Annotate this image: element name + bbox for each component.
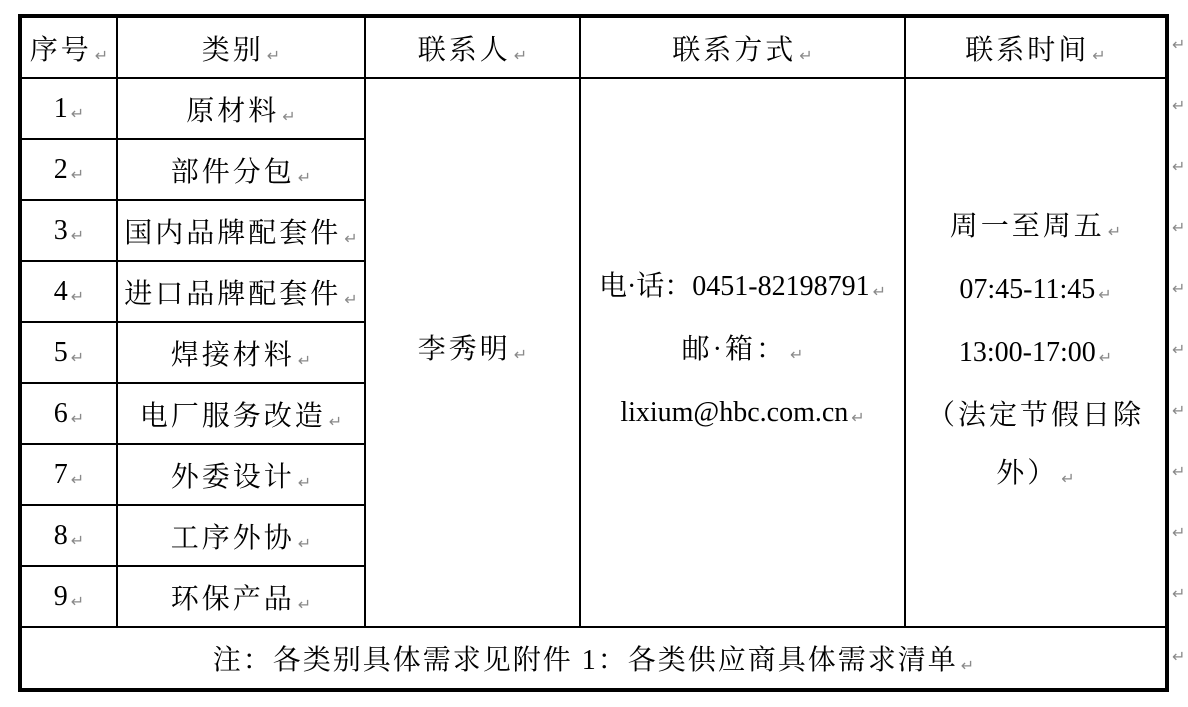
category-label: 部件分包 bbox=[170, 156, 295, 188]
paragraph-mark-icon: ↵ bbox=[70, 286, 85, 306]
paragraph-mark-icon: ↵ bbox=[282, 106, 296, 126]
paragraph-mark-icon: ↵ bbox=[70, 164, 85, 184]
serial-number: 3 bbox=[53, 214, 68, 246]
header-contact-time bbox=[905, 16, 1167, 78]
note-text: 注：各类别具体需求见附件 1：各类供应商具体需求清单 bbox=[212, 645, 958, 676]
row-end-mark-icon: ↵ bbox=[1172, 523, 1186, 542]
contact-method-cell bbox=[580, 78, 905, 627]
paragraph-mark-icon: ↵ bbox=[70, 591, 85, 611]
paragraph-mark-icon: ↵ bbox=[297, 350, 312, 370]
paragraph-mark-icon: ↵ bbox=[70, 469, 85, 489]
paragraph-mark-icon: ↵ bbox=[789, 345, 804, 364]
serial-number: 9 bbox=[53, 580, 68, 612]
supplier-contact-table bbox=[18, 14, 1169, 692]
row-end-marks-column bbox=[1172, 0, 1188, 707]
serial-number-cell bbox=[20, 78, 117, 139]
afternoon-hours-line bbox=[906, 324, 1165, 387]
category-label: 环保产品 bbox=[170, 583, 295, 615]
holiday-note-line-2 bbox=[906, 445, 1165, 508]
row-end-mark-icon: ↵ bbox=[1172, 401, 1186, 420]
row-end-mark-icon: ↵ bbox=[1172, 279, 1186, 298]
holiday-note-text-1: （法定节假日除 bbox=[926, 399, 1144, 431]
category-cell bbox=[117, 78, 365, 139]
paragraph-mark-icon: ↵ bbox=[70, 347, 85, 367]
category-label: 原材料 bbox=[186, 95, 280, 127]
row-end-mark-icon: ↵ bbox=[1172, 462, 1186, 481]
note-row bbox=[20, 627, 1167, 690]
paragraph-mark-icon: ↵ bbox=[1098, 347, 1113, 367]
serial-number: 5 bbox=[53, 336, 68, 368]
serial-number-cell bbox=[20, 444, 117, 505]
serial-number: 2 bbox=[53, 153, 68, 185]
email-label-text: 邮·箱： bbox=[681, 334, 787, 365]
serial-number: 6 bbox=[53, 397, 68, 429]
email-label-line bbox=[581, 321, 904, 384]
header-contact-method bbox=[580, 16, 905, 78]
paragraph-mark-icon: ↵ bbox=[70, 103, 85, 123]
serial-number-cell bbox=[20, 261, 117, 322]
category-label: 工序外协 bbox=[170, 522, 295, 554]
phone-line bbox=[581, 258, 904, 321]
category-cell bbox=[117, 444, 365, 505]
paragraph-mark-icon: ↵ bbox=[297, 594, 312, 614]
serial-number-cell bbox=[20, 139, 117, 200]
email-address-line bbox=[581, 384, 904, 447]
contact-time-cell bbox=[905, 78, 1167, 627]
phone-text: 电·话：0451-82198791 bbox=[598, 271, 870, 302]
serial-number-cell bbox=[20, 322, 117, 383]
category-cell bbox=[117, 383, 365, 444]
note-cell bbox=[20, 627, 1167, 690]
header-category bbox=[117, 16, 365, 78]
paragraph-mark-icon: ↵ bbox=[344, 228, 358, 248]
paragraph-mark-icon: ↵ bbox=[1107, 221, 1122, 241]
row-end-mark-icon: ↵ bbox=[1172, 647, 1186, 666]
holiday-note-text-2: 外） bbox=[996, 457, 1059, 489]
header-contact-person bbox=[365, 16, 580, 78]
paragraph-mark-icon: ↵ bbox=[799, 45, 813, 65]
category-cell bbox=[117, 200, 365, 261]
weekdays-line bbox=[906, 198, 1165, 261]
afternoon-hours: 13:00-17:00 bbox=[958, 336, 1096, 368]
category-cell bbox=[117, 139, 365, 200]
serial-number-cell bbox=[20, 566, 117, 627]
serial-number-cell bbox=[20, 383, 117, 444]
email-address: lixium@hbc.com.cn bbox=[620, 397, 849, 428]
serial-number: 1 bbox=[53, 92, 68, 124]
header-label: 联系时间 bbox=[965, 34, 1090, 66]
contact-person-name: 李秀明 bbox=[417, 334, 511, 365]
paragraph-mark-icon: ↵ bbox=[1061, 468, 1075, 488]
morning-hours-line bbox=[906, 261, 1165, 324]
header-serial-number bbox=[20, 16, 117, 78]
serial-number-cell bbox=[20, 200, 117, 261]
header-label: 序号 bbox=[29, 34, 92, 66]
paragraph-mark-icon: ↵ bbox=[70, 408, 85, 428]
serial-number: 7 bbox=[53, 458, 68, 490]
paragraph-mark-icon: ↵ bbox=[513, 45, 528, 65]
category-label: 国内品牌配套件 bbox=[124, 217, 342, 249]
paragraph-mark-icon: ↵ bbox=[297, 533, 312, 553]
category-label: 外委设计 bbox=[170, 461, 295, 493]
header-label: 类别 bbox=[201, 34, 264, 66]
paragraph-mark-icon: ↵ bbox=[266, 45, 281, 65]
category-label: 焊接材料 bbox=[170, 339, 295, 371]
header-label: 联系人 bbox=[417, 34, 511, 66]
contact-person-cell bbox=[365, 78, 580, 627]
category-cell bbox=[117, 505, 365, 566]
paragraph-mark-icon: ↵ bbox=[344, 289, 358, 309]
table-row bbox=[20, 78, 1167, 139]
row-end-mark-icon: ↵ bbox=[1172, 35, 1186, 54]
row-end-mark-icon: ↵ bbox=[1172, 340, 1186, 359]
header-label: 联系方式 bbox=[672, 34, 797, 66]
paragraph-mark-icon: ↵ bbox=[872, 282, 887, 301]
category-cell bbox=[117, 261, 365, 322]
category-label: 电厂服务改造 bbox=[139, 400, 326, 432]
row-end-mark-icon: ↵ bbox=[1172, 96, 1186, 115]
paragraph-mark-icon: ↵ bbox=[297, 472, 312, 492]
serial-number-cell bbox=[20, 505, 117, 566]
paragraph-mark-icon: ↵ bbox=[297, 167, 312, 187]
row-end-mark-icon: ↵ bbox=[1172, 218, 1186, 237]
paragraph-mark-icon: ↵ bbox=[94, 45, 109, 65]
morning-hours: 07:45-11:45 bbox=[959, 273, 1096, 305]
paragraph-mark-icon: ↵ bbox=[1098, 284, 1112, 304]
paragraph-mark-icon: ↵ bbox=[851, 408, 865, 427]
paragraph-mark-icon: ↵ bbox=[70, 225, 85, 245]
table-header-row bbox=[20, 16, 1167, 78]
serial-number: 8 bbox=[53, 519, 68, 551]
paragraph-mark-icon: ↵ bbox=[328, 411, 343, 431]
holiday-note-line-1 bbox=[906, 387, 1165, 445]
row-end-mark-icon: ↵ bbox=[1172, 157, 1186, 176]
category-cell bbox=[117, 322, 365, 383]
category-cell bbox=[117, 566, 365, 627]
paragraph-mark-icon: ↵ bbox=[960, 656, 975, 675]
category-label: 进口品牌配套件 bbox=[124, 278, 342, 310]
paragraph-mark-icon: ↵ bbox=[1092, 45, 1106, 65]
weekdays-text: 周一至周五 bbox=[949, 210, 1105, 242]
paragraph-mark-icon: ↵ bbox=[513, 345, 528, 364]
row-end-mark-icon: ↵ bbox=[1172, 584, 1186, 603]
serial-number: 4 bbox=[53, 275, 68, 307]
paragraph-mark-icon: ↵ bbox=[70, 530, 85, 550]
